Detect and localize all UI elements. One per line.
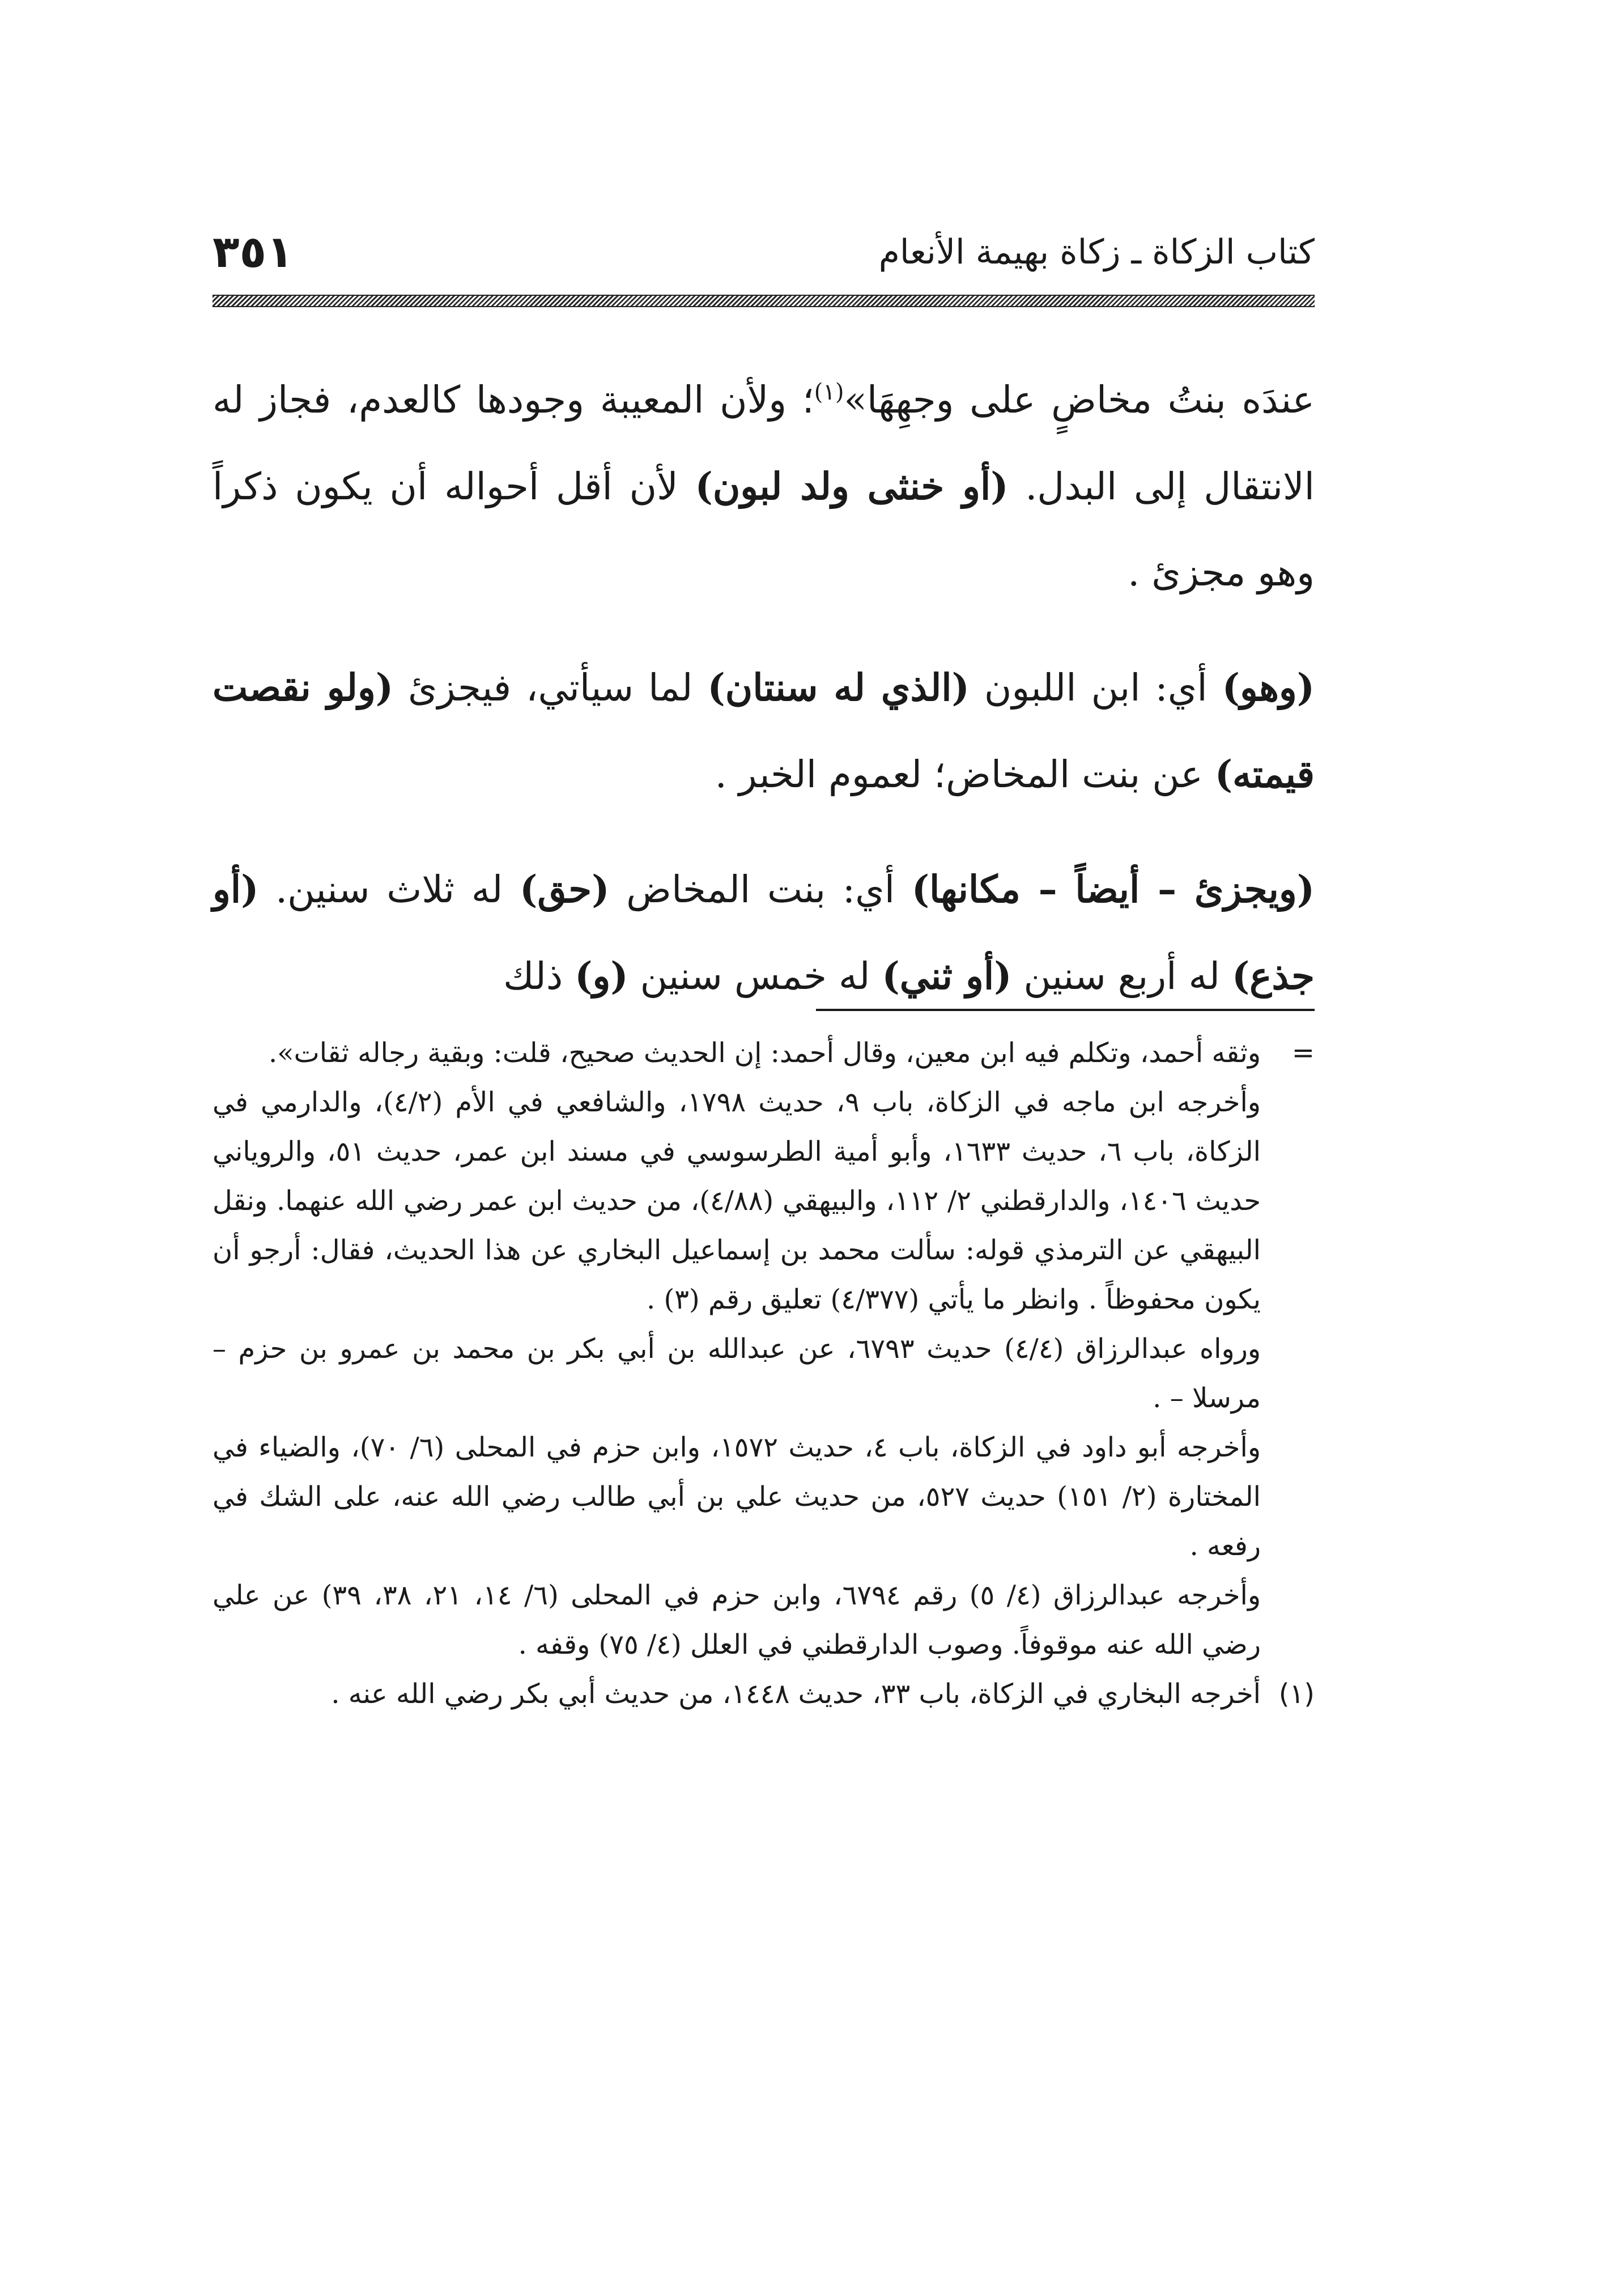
matn-segment: (أو جذع) xyxy=(212,867,1315,998)
paragraph-1 xyxy=(212,357,1315,616)
matn-segment: (و) xyxy=(575,954,628,998)
matn-segment: (حق) xyxy=(520,867,610,911)
footnote-line: وأخرجه أبو داود في الزكاة، باب ٤، حديث ١٥٧٢، وابن حزم في المحلى (٦/ ٧٠)، والضياء في المختارة (٢/ ١٥١) حديث ٥٢٧، من حديث علي بن أبي طالب رضي الله عنه، على الشك في رفعه . xyxy=(212,1432,1261,1562)
text-segment: أي: ابن اللبون xyxy=(969,666,1222,710)
footnote-line: ورواه عبدالرزاق (٤/٤) حديث ٦٧٩٣، عن عبدالله بن أبي بكر بن محمد بن عمرو بن حزم – مرسلا – . xyxy=(212,1333,1261,1414)
footnote-separator xyxy=(816,1009,1315,1011)
footnote-continued xyxy=(212,1029,1315,1670)
footnote-line: وأخرجه عبدالرزاق (٤/ ٥) رقم ٦٧٩٤، وابن حزم في المحلى (٦/ ١٤، ٢١، ٣٨، ٣٩) عن علي رضي الله عنه موقوفاً. وصوب الدارقطني في العلل (٤/ ٧٥) وقفه . xyxy=(212,1579,1261,1661)
matn-segment: (الذي له سنتان) xyxy=(707,665,970,710)
running-title: كتاب الزكاة ـ زكاة بهيمة الأنعام xyxy=(878,232,1315,272)
text-segment: لأن أقل أحواله أن يكون ذكراً وهو مجزئ . xyxy=(212,465,1315,595)
text-segment: أي: بنت المخاض xyxy=(609,868,912,911)
footnote-number: (١) xyxy=(1278,1678,1315,1710)
matn-segment: (أو ثني) xyxy=(882,954,1012,998)
text-segment: عن بنت المخاض؛ لعموم الخبر . xyxy=(715,753,1215,796)
footnote-line: وأخرجه ابن ماجه في الزكاة، باب ٩، حديث ١٧٩٨، والشافعي في الأم (٤/٢)، والدارمي في الزكاة، باب ٦، حديث ١٦٣٣، وأبو أمية الطرسوسي في مسند ابن عمر، حديث ٥١، والروياني حديث ١٤٠٦، والدارقطني ٢/ ١١٢، والبيهقي (٤/٨٨)، من حديث ابن عمر رضي الله عنهما. ونقل البيهقي عن الترمذي قوله: سألت محمد بن إسماعيل البخاري عن هذا الحديث، فقال: أرجو أن يكون محفوظاً . وانظر ما يأتي (٤/٣٧٧) تعليق رقم (٣) . xyxy=(212,1086,1261,1315)
footnote-line: وثقه أحمد، وتكلم فيه ابن معين، وقال أحمد: إن الحديث صحيح، قلت: وبقية رجاله ثقات». xyxy=(268,1037,1261,1069)
text-segment: عندَه بنتُ مخاضٍ على وجهِهَا» xyxy=(844,378,1315,422)
text-segment: له خمس سنين xyxy=(628,954,882,998)
page-header xyxy=(212,221,1315,306)
main-text xyxy=(212,357,1315,1048)
paragraph-3 xyxy=(212,846,1315,1020)
text-segment: ذلك xyxy=(503,954,575,998)
page-number: ٣٥١ xyxy=(212,227,294,278)
matn-segment: (أو خنثى ولد لبون) xyxy=(695,464,1009,508)
matn-segment: (ويجزئ – أيضاً – مكانها) xyxy=(911,867,1315,911)
text-segment: له أربع سنين xyxy=(1011,954,1232,998)
text-segment: ؛ ولأن المعيبة وجودها كالعدم، فجاز له الانتقال إلى البدل. xyxy=(212,378,1315,508)
footnote-ref-1[interactable]: (١) xyxy=(814,379,844,405)
text-segment: لما سيأتي، فيجزئ xyxy=(393,666,708,710)
footnote-text: أخرجه البخاري في الزكاة، باب ٣٣، حديث ١٤٤٨، من حديث أبي بكر رضي الله عنه . xyxy=(331,1678,1261,1710)
matn-segment: (وهو) xyxy=(1222,665,1315,710)
text-segment: له ثلاث سنين. xyxy=(258,868,520,911)
footnote-continuation-marker: = xyxy=(1291,1037,1315,1069)
paragraph-2 xyxy=(212,644,1315,818)
matn-segment: (ولو نقصت قيمته) xyxy=(212,665,1315,796)
footnotes xyxy=(212,1029,1315,1719)
footnote-1 xyxy=(212,1670,1315,1719)
header-rule xyxy=(212,295,1315,307)
